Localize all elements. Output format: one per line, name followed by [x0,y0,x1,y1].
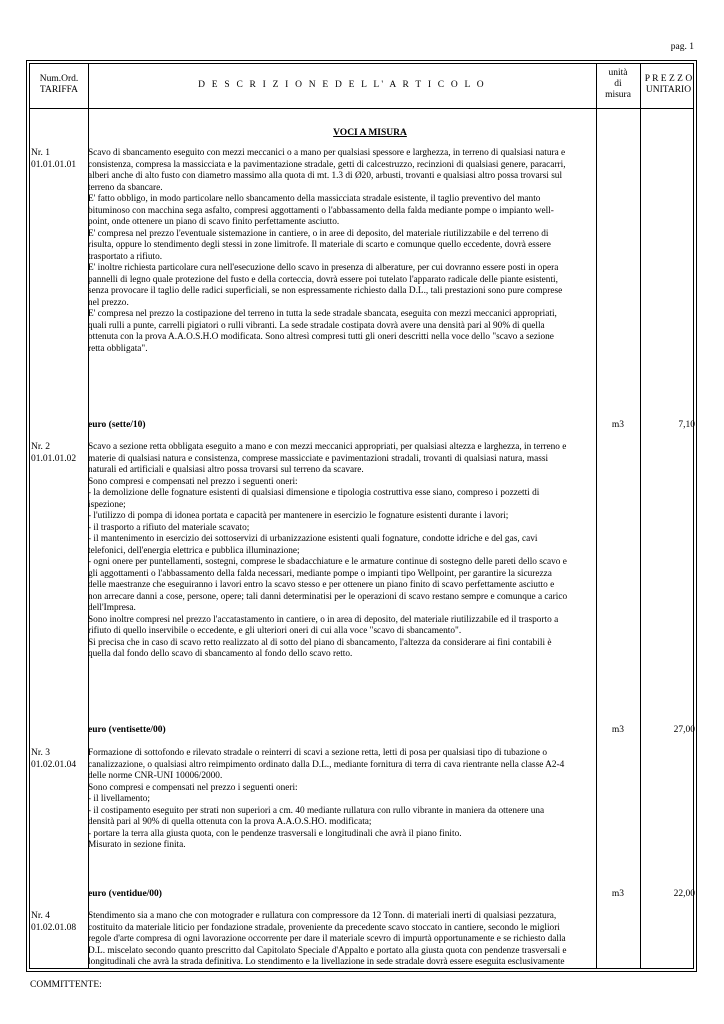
description-line: Stendimento sia a mano che con motograder e rullatura con compressore da 12 Tonn. di materiali inerti di qualsiasi pezzatura, [88,911,557,921]
description-line: Sono inoltre compresi nel prezzo l'accatastamento in cantiere, o in area di deposito, del materiale riutilizzabile ed il trasporto a [88,614,559,625]
description-line: ottenuta con la prova A.A.O.S.H.O modificata. Sono altresì compresi tutti gli oneri descritti nella voce dello "scavo a sezione [88,332,554,342]
table-inner [29,63,694,969]
description-line: nel prezzo. [88,297,129,308]
description-line: Scavo a sezione retta obbligata eseguito a mano e con mezzi meccanici appropriati, per qualsiasi altezza e larghezza, in terreno e [88,442,567,452]
description-line: - il costipamento eseguito per strati non superiori a cm. 40 mediante rullatura con rullo vibrante in maniera da ottenere una [88,805,545,816]
description-line: ispezione; [88,499,126,510]
page-number: pag. 1 [670,42,694,52]
description-line: Si precisa che in caso di scavo retto realizzato al di sotto del piano di sbancamento, l'altezza da considerare ai fini contabili è [88,637,552,648]
description-line: materie di qualsiasi natura e consistenza, comprese massicciate e pavimentazioni stradali, trovanti di qualsiasi natura, massi [88,453,549,464]
description-line: Sono compresi e compensati nel prezzo i seguenti oneri: [88,782,298,793]
item-number: Nr. 3 01.02.01.04 [31,748,77,770]
description-line: - il livellamento; [88,794,150,804]
item-unit: m3 [611,725,625,735]
description-line: alberi anche di alto fusto con diametro massimo alla quota di mt. 1.3 di Ø20, arbusti, trovanti e qualsiasi altro possa trovarsi sul [88,171,563,181]
description-line: terreno da sbancare. [88,182,163,193]
description-line: senza provocare il taglio delle radici superficiali, se non espressamente richiesto dalla D.L., tali prestazioni sono pure comprese [88,286,563,296]
description-line: retta obbligata". [88,343,148,354]
description-line: densità pari al 90% di quella ottenuta con la prova A.A.O.S.HO. modificata; [88,817,372,827]
item-description [88,442,596,661]
header-divider [30,108,693,109]
header-unita-misura: unità di misura [605,68,631,100]
description-line: - la demolizione delle fognature esistenti di qualsiasi dimensione e tipologia costruttiva esse siano, compreso i pozzetti di [88,488,540,498]
description-line: canalizzazione, o qualsiasi altro reimpimento ordinato dalla D.L., mediante fornitura di terra di cava rientrante nella classe A2-4 [88,759,565,770]
header-num-ord: Num.Ord. TARIFFA [39,74,79,95]
description-line: point, onde ottenere un piano di scavo finito perfettamente asciutto. [88,217,340,227]
description-line: Formazione di sottofondo e rilevato stradale o reinterri di scavi a sezione retta, letti di posa per qualsiasi tipo di tubazione o [88,748,548,758]
description-line: E' inoltre richiesta particolare cura nell'esecuzione dello scavo in presenza di alberature, per cui dovranno essere posti in opera [88,263,559,273]
description-line: - il mantenimento in esercizio dei sottoservizi di urbanizzazione esistenti quali fognature, condotte idriche e del gas, cavi [88,534,538,544]
item-unit: m3 [611,889,625,899]
item-price-words: euro (ventisette/00) [88,725,166,735]
description-line: non arrecare danni a cose, persone, opere; tali danni determinatisi per le operazioni di scavo restano sempre e comunque a carico [88,591,568,602]
description-line: quella dal fondo dello scavo di sbancamento al fondo dello scavo retto. [88,649,353,659]
description-line: - portare la terra alla giusta quota, con le pendenze trasversali e longitudinali che avrà il piano finito. [88,828,462,839]
item-price-words: euro (sette/10) [88,420,146,430]
header-descrizione: D E S C R I Z I O N E D E L L' A R T I C O L O [198,80,486,90]
description-line: E' fatto obbligo, in modo particolare nello sbancamento della massicciata stradale esistente, il taglio preventivo del manto [88,194,541,204]
description-line: naturali ed artificiali e qualsiasi altro possa trovarsi sul terreno da scavare. [88,465,364,475]
item-unit: m3 [611,420,625,430]
description-line: E' compresa nel prezzo l'eventuale sistemazione in cantiere, o in aree di deposito, del materiale riutilizzabile e del terreno di [88,228,549,239]
section-title: VOCI A MISURA [333,128,407,138]
description-line: D.L. miscelato secondo quanto prescritto dal Capitolato Speciale d'Appalto e portato alla giusta quota con pendenze trasversali e [88,945,567,956]
description-line: quali rulli a punte, carrelli pigiatori o rulli vibranti. La sede stradale costipata dovrà avere una densità pari al 90% di quella [88,320,545,331]
item-number: Nr. 2 01.01.01.02 [31,442,77,464]
item-price: 7,10 [678,420,695,430]
description-line: consistenza, compresa la massicciata e la pavimentazione stradale, getti di calcestruzzo, recinzioni di qualsiasi genere, paracarri, [88,159,566,170]
description-line: costituito da materiale liticio per fondazione stradale, proveniente da precedente scavo stoccato in cantiere, secondo le migliori [88,922,560,933]
item-number: Nr. 1 01.01.01.01 [31,148,77,170]
footer-committente: COMMITTENTE: [30,980,102,990]
description-line: Sono compresi e compensati nel prezzo i seguenti oneri: [88,476,298,487]
table-frame [26,60,697,972]
item-price-words: euro (ventidue/00) [88,889,162,899]
description-line: pannelli di legno quale protezione del fusto e della corteccia, dovrà essere poi tutelato l'apparato radicale delle piante esistenti, [88,274,558,285]
item-price: 27,00 [673,725,695,735]
description-line: trasportato a rifiuto. [88,251,163,262]
description-line: Misurato in sezione finita. [88,840,186,850]
description-line: gli aggottamenti o l'abbassamento della falda necessari, mediante pompe o impianti tipo Wellpoint, per garantire la sicurezza [88,568,552,579]
header-prezzo-unitario: P R E Z Z O UNITARIO [644,74,693,95]
item-description [88,911,596,969]
item-description [88,148,596,355]
description-line: delle norme CNR-UNI 10006/2000. [88,771,223,781]
description-line: rifiuto di quello inservibile o eccedente, e gli ulteriori oneri di cui alla voce "scavo di sbancamento". [88,626,462,636]
description-line: Scavo di sbancamento eseguito con mezzi meccanici o a mano per qualsiasi spessore e larghezza, in terreno di qualsiasi natura e [88,148,566,158]
description-line: - ogni onere per puntellamenti, sostegni, comprese le sbadacchiature e le armature continue di sostegno delle pareti dello scavo e [88,557,567,567]
description-line: - l'utilizzo di pompa di idonea portata e capacità per mantenere in esercizio le fognature esistenti durante i lavori; [88,511,509,521]
description-line: bituminoso con macchina sega asfalto, compresi aggottamenti o l'abbassamento della falda mediante pompe o impianto well- [88,205,554,216]
description-line: longitudinali che avrà la strada definitiva. Lo stendimento e la livellazione in sede stradale dovrà essere eseguita esclusivamente [88,957,565,967]
item-number: Nr. 4 01.02.01.08 [31,911,77,933]
description-line: - il trasporto a rifiuto del materiale scavato; [88,522,250,533]
item-description [88,748,596,852]
column-divider [640,64,641,968]
description-line: delle maestranze che eseguiranno i lavori entro la scavo stesso e per ottenere un piano finito di scavo perfettamente asciutto e [88,580,555,590]
description-line: risulta, oppure lo stendimento degli stessi in zone limitrofe. Il materiale di scarto e comunque quello eccedente, dovrà essere [88,240,551,250]
item-price: 22,00 [673,889,695,899]
column-divider [596,64,597,968]
description-line: dell'Impresa. [88,603,136,613]
description-line: regole d'arte compresa di ogni lavorazione occorrente per dare il materiale scevro di impurtà opportunamente e se richiesto dalla [88,934,566,944]
description-line: E' compresa nel prezzo la costipazione del terreno in tutta la sede stradale sbancata, eseguita con mezzi meccanici appropriati, [88,309,557,319]
description-line: telefonici, dell'energia elettrica e pubblica illuminazione; [88,545,300,556]
